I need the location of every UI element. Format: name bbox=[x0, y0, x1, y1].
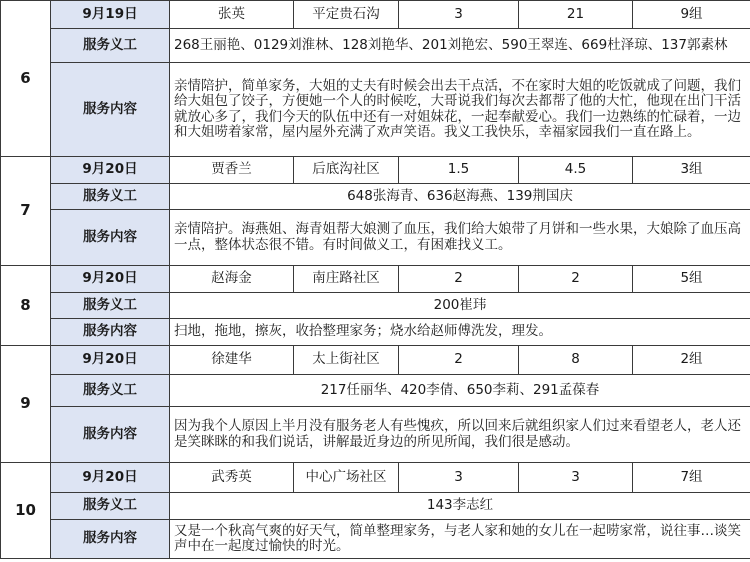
group-name: 5组 bbox=[633, 266, 750, 293]
service-content: 亲情陪护，简单家务，大姐的丈夫有时候会出去干点活，不在家时大姐的吃饭就成了问题，我们给大姐包了饺子，方便她一个人的时候吃，大哥说我们每次去都帮了他的大忙，他现在出门干活就放心多了，我们今天的队伍中还有一对姐妹花，一起奉献爱心。我们一边熟练的忙碌着，一边和大姐唠着家常，屋内屋外充满了欢声笑语。我义工我快乐，幸福家园我们一直在路上。 bbox=[170, 63, 750, 157]
service-hours: 4.5 bbox=[519, 157, 633, 184]
volunteers-row bbox=[1, 184, 750, 210]
community-name: 太上街社区 bbox=[294, 346, 399, 375]
record-header-row bbox=[1, 463, 750, 493]
elder-name: 贾香兰 bbox=[170, 157, 294, 184]
elder-name: 武秀英 bbox=[170, 463, 294, 493]
record-number: 6 bbox=[1, 1, 51, 157]
record-number: 8 bbox=[1, 266, 51, 346]
elder-name: 徐建华 bbox=[170, 346, 294, 375]
volunteers-list: 200崔玮 bbox=[170, 293, 750, 319]
people-count: 2 bbox=[399, 346, 519, 375]
content-row bbox=[1, 407, 750, 463]
volunteers-label: 服务义工 bbox=[51, 184, 170, 210]
volunteers-row bbox=[1, 29, 750, 63]
group-name: 3组 bbox=[633, 157, 750, 184]
content-row bbox=[1, 319, 750, 346]
people-count: 1.5 bbox=[399, 157, 519, 184]
record-number: 10 bbox=[1, 463, 51, 559]
volunteers-list: 143李志红 bbox=[170, 493, 750, 520]
record-number: 7 bbox=[1, 157, 51, 266]
service-date: 9月20日 bbox=[51, 346, 170, 375]
people-count: 3 bbox=[399, 1, 519, 29]
record-header-row bbox=[1, 1, 750, 29]
group-name: 2组 bbox=[633, 346, 750, 375]
record-number: 9 bbox=[1, 346, 51, 463]
record-header-row bbox=[1, 346, 750, 375]
service-content: 又是一个秋高气爽的好天气，简单整理家务，与老人家和她的女儿在一起唠家常，说往事…谈笑声中在一起度过愉快的时光。 bbox=[170, 520, 750, 559]
content-row bbox=[1, 63, 750, 157]
content-label: 服务内容 bbox=[51, 407, 170, 463]
community-name: 平定贵石沟 bbox=[294, 1, 399, 29]
service-hours: 2 bbox=[519, 266, 633, 293]
volunteers-row bbox=[1, 493, 750, 520]
community-name: 后底沟社区 bbox=[294, 157, 399, 184]
service-content: 亲情陪护。海燕姐、海青姐帮大娘测了血压，我们给大娘带了月饼和一些水果，大娘除了血压高一点，整体状态很不错。有时间做义工，有困难找义工。 bbox=[170, 210, 750, 266]
service-content: 因为我个人原因上半月没有服务老人有些愧疚，所以回来后就组织家人们过来看望老人，老人还是笑眯眯的和我们说话，讲解最近身边的所见所闻，我们很是感动。 bbox=[170, 407, 750, 463]
volunteers-row bbox=[1, 293, 750, 319]
volunteers-list: 648张海青、636赵海燕、139荆国庆 bbox=[170, 184, 750, 210]
volunteers-list: 268王丽艳、0129刘淮林、128刘艳华、201刘艳宏、590王翠连、669杜泽琼、137郭素林 bbox=[170, 29, 750, 63]
community-name: 中心广场社区 bbox=[294, 463, 399, 493]
service-hours: 8 bbox=[519, 346, 633, 375]
volunteers-list: 217任丽华、420李倩、650李莉、291孟葆春 bbox=[170, 375, 750, 407]
record-header-row bbox=[1, 266, 750, 293]
content-label: 服务内容 bbox=[51, 520, 170, 559]
volunteers-label: 服务义工 bbox=[51, 29, 170, 63]
volunteers-row bbox=[1, 375, 750, 407]
service-hours: 3 bbox=[519, 463, 633, 493]
content-label: 服务内容 bbox=[51, 319, 170, 346]
service-date: 9月20日 bbox=[51, 463, 170, 493]
group-name: 7组 bbox=[633, 463, 750, 493]
content-row bbox=[1, 520, 750, 559]
volunteers-label: 服务义工 bbox=[51, 493, 170, 520]
service-hours: 21 bbox=[519, 1, 633, 29]
content-row bbox=[1, 210, 750, 266]
community-name: 南庄路社区 bbox=[294, 266, 399, 293]
group-name: 9组 bbox=[633, 1, 750, 29]
content-label: 服务内容 bbox=[51, 210, 170, 266]
content-label: 服务内容 bbox=[51, 63, 170, 157]
service-date: 9月20日 bbox=[51, 266, 170, 293]
volunteers-label: 服务义工 bbox=[51, 375, 170, 407]
people-count: 3 bbox=[399, 463, 519, 493]
elder-name: 赵海金 bbox=[170, 266, 294, 293]
service-date: 9月20日 bbox=[51, 157, 170, 184]
volunteers-label: 服务义工 bbox=[51, 293, 170, 319]
record-header-row bbox=[1, 157, 750, 184]
service-date: 9月19日 bbox=[51, 1, 170, 29]
service-content: 扫地，拖地，擦灰，收拾整理家务；烧水给赵师傅洗发，理发。 bbox=[170, 319, 750, 346]
people-count: 2 bbox=[399, 266, 519, 293]
elder-name: 张英 bbox=[170, 1, 294, 29]
